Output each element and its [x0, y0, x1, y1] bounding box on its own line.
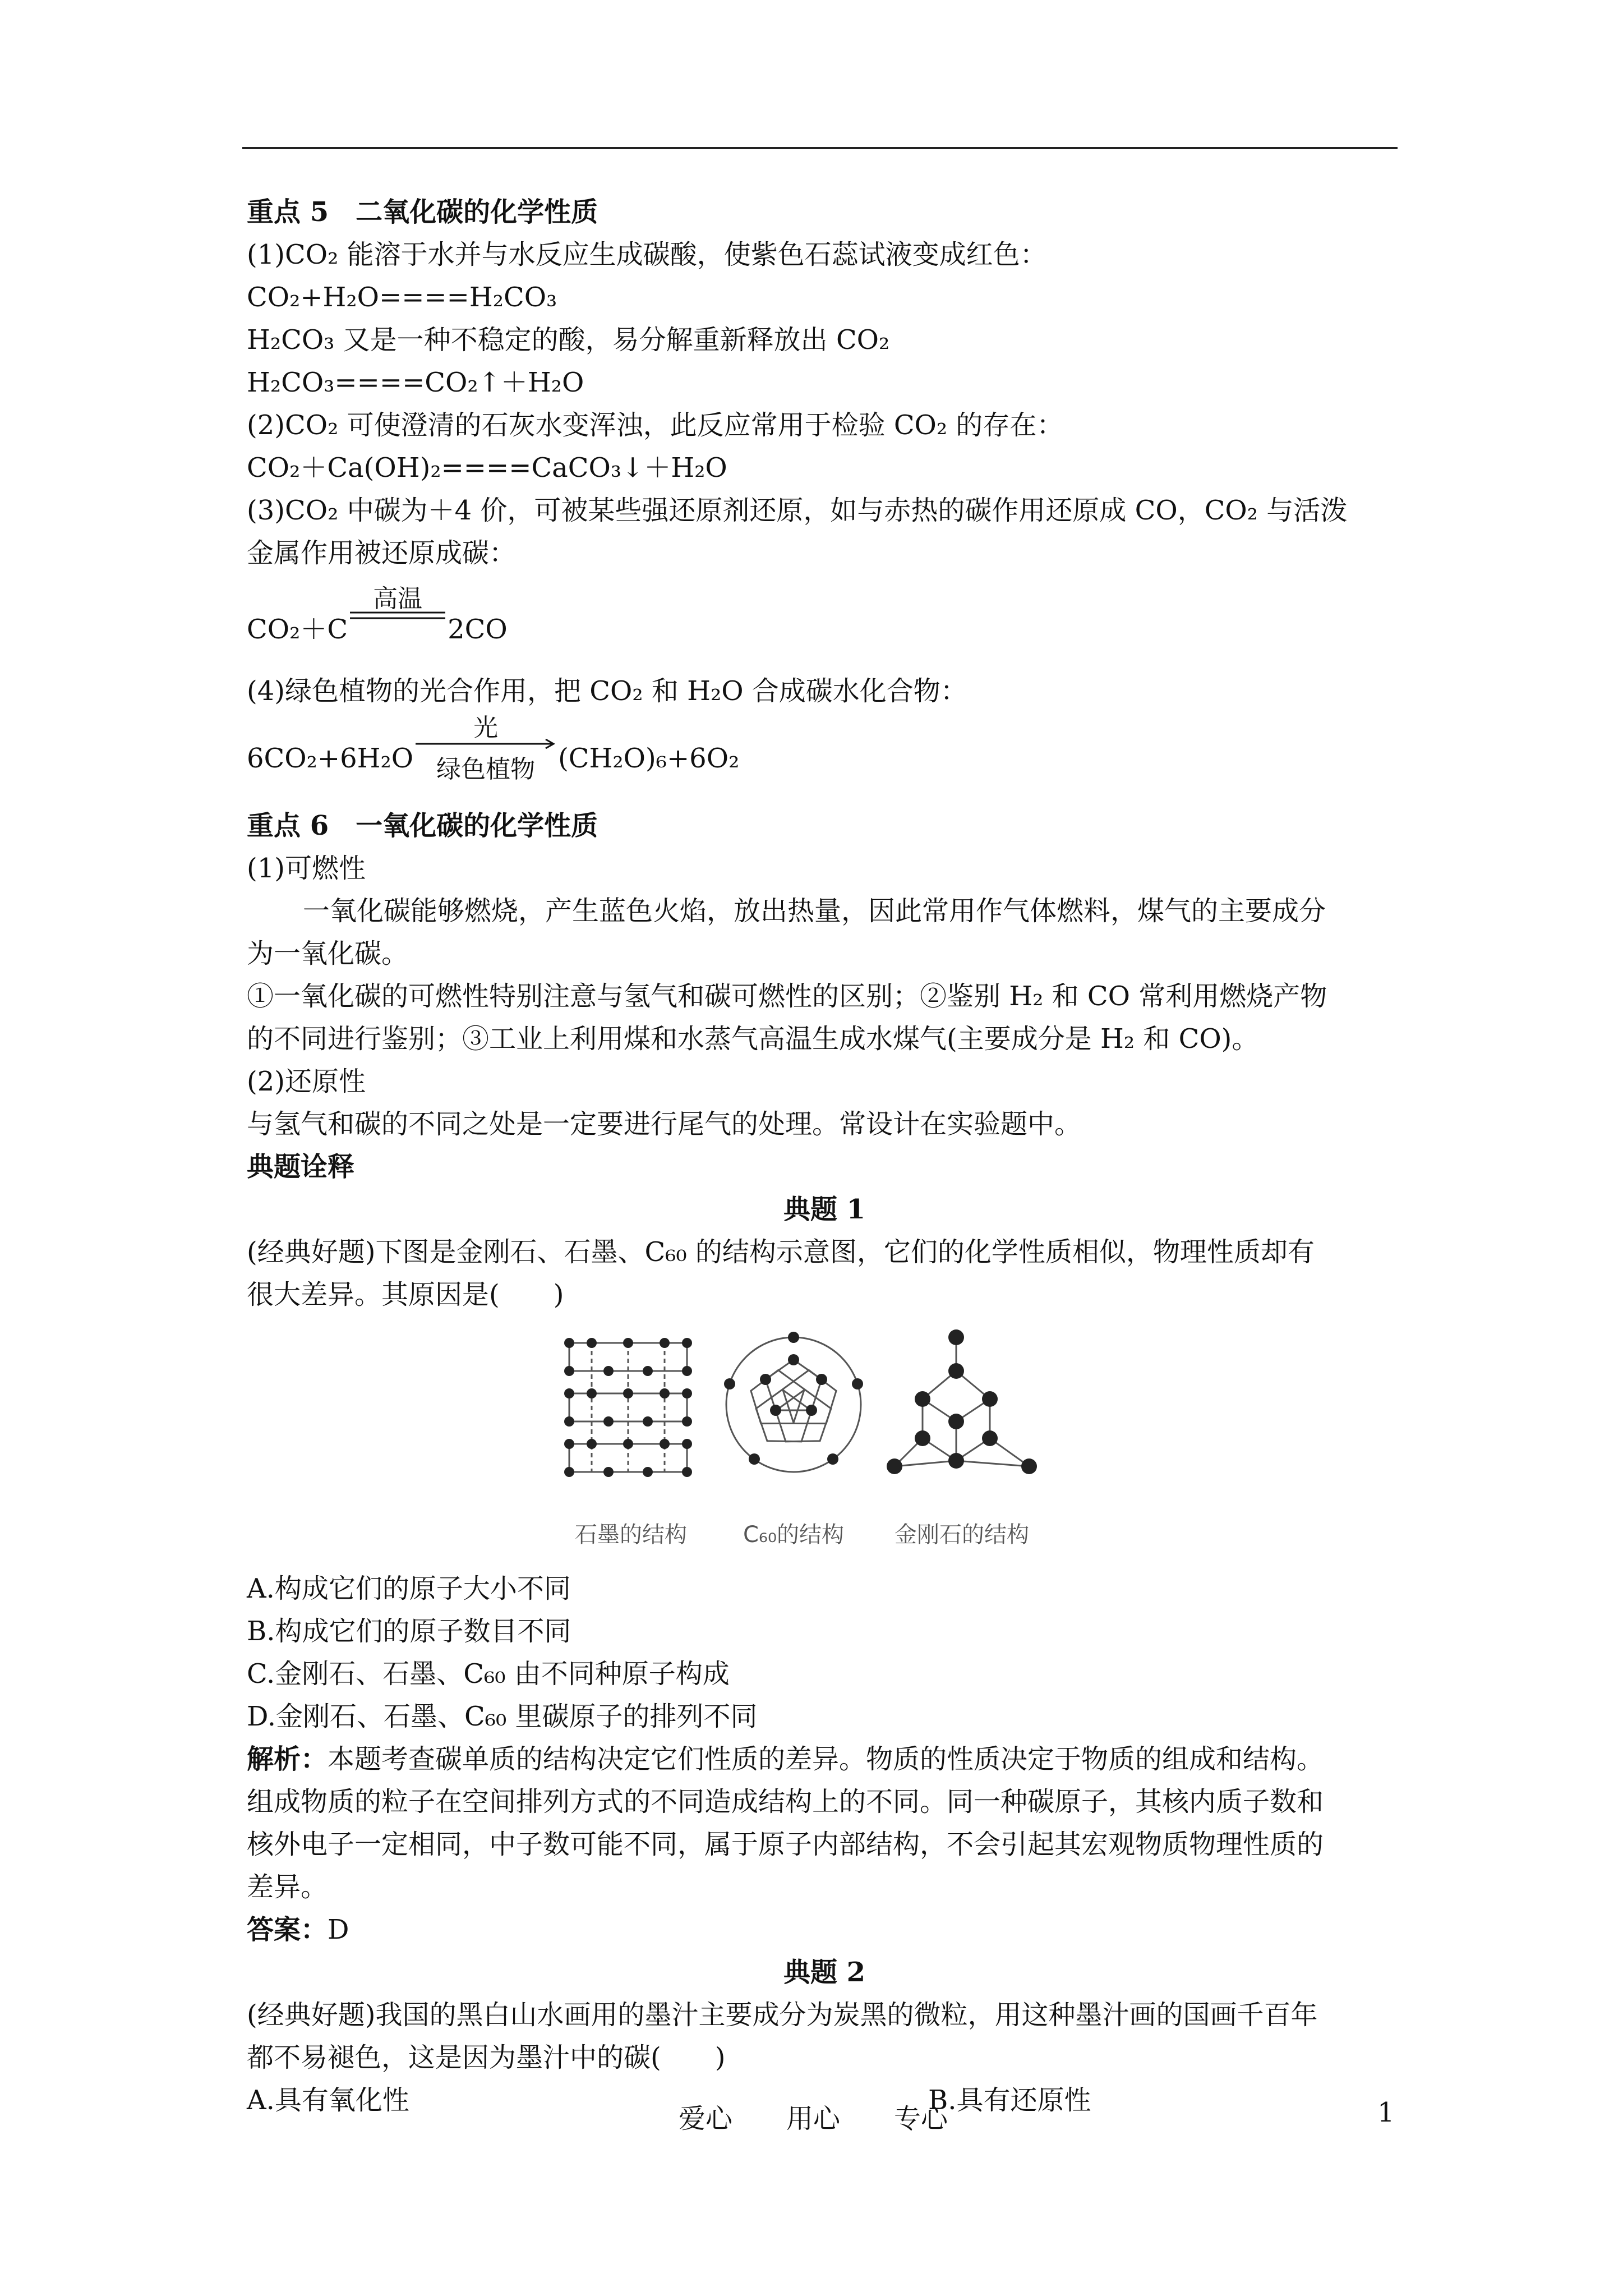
- eq4-double-line: [350, 585, 445, 638]
- header-rule: [242, 147, 1398, 149]
- paragraph: 一氧化碳能够燃烧，产生蓝色火焰，放出热量，因此常用作气体燃料，煤气的主要成分: [303, 895, 1326, 927]
- paragraph: 为一氧化碳。: [247, 938, 409, 969]
- question-text: (经典好题)下图是金刚石、石墨、C₆₀ 的结构示意图，它们的化学性质相似，物理性质却有: [247, 1236, 1315, 1268]
- paragraph: (1)CO₂ 能溶于水并与水反应生成碳酸，使紫色石蕊试液变成红色：: [247, 239, 1047, 270]
- footer-motto: 爱心 用心 专心: [679, 2103, 948, 2134]
- eq4-condition: 高温: [373, 585, 423, 613]
- equation-2: H₂CO₃====CO₂↑＋H₂O: [247, 367, 584, 398]
- paragraph: 与氢气和碳的不同之处是一定要进行尾气的处理。常设计在实验题中。: [247, 1108, 1082, 1140]
- paragraph: (3)CO₂ 中碳为＋4 价，可被某些强还原剂还原，如与赤热的碳作用还原成 CO，CO₂ 与活泼: [247, 495, 1348, 526]
- question-text: 都不易褪色，这是因为墨汁中的碳( ): [247, 2042, 726, 2073]
- equation-4: [247, 585, 1402, 670]
- eq5-right: (CH₂O)₆+6O₂: [558, 743, 740, 774]
- paragraph: ①一氧化碳的可燃性特别注意与氢气和碳可燃性的区别；②鉴别 H₂ 和 CO 常利用燃烧产物: [247, 981, 1327, 1012]
- option-b: B.具有还原性: [928, 2085, 1091, 2116]
- example-2-title: 典题 2: [783, 1957, 866, 1988]
- analysis: [247, 1738, 1402, 1780]
- analysis-label: 解析：: [247, 1743, 328, 1775]
- equation-1: CO₂+H₂O====H₂CO₃: [247, 282, 557, 313]
- section-6-heading: 重点 6 一氧化碳的化学性质: [247, 810, 598, 841]
- question-text: 很大差异。其原因是( ): [247, 1279, 564, 1310]
- eq5-arrow: [416, 714, 556, 784]
- answer: [247, 1908, 1402, 1951]
- analysis-text: 核外电子一定相同，中子数可能不同，属于原子内部结构，不会引起其宏观物质物理性质的: [247, 1829, 1324, 1860]
- examples-heading: 典题诠释: [247, 1151, 355, 1182]
- subheading: (2)还原性: [247, 1066, 366, 1097]
- eq4-left: CO₂＋C: [247, 614, 348, 645]
- example-1-title: 典题 1: [783, 1194, 866, 1225]
- carbon-structures-figure: [247, 1326, 1402, 1562]
- page-number: 1: [1377, 2097, 1395, 2128]
- eq5-condition-top: 光: [473, 714, 499, 742]
- carbon-structures-illustration: [558, 1326, 1085, 1556]
- figure-label-diamond: 金刚石的结构: [895, 1522, 1029, 1548]
- option-c: C.金刚石、石墨、C₆₀ 由不同种原子构成: [247, 1658, 730, 1690]
- paragraph: 金属作用被还原成碳：: [247, 537, 517, 569]
- option-a: A.具有氧化性: [247, 2085, 409, 2116]
- eq4-right: 2CO: [448, 614, 508, 645]
- analysis-text: 差异。: [247, 1871, 328, 1903]
- paragraph: (2)CO₂ 可使澄清的石灰水变浑浊，此反应常用于检验 CO₂ 的存在：: [247, 409, 1064, 441]
- figure-label-graphite: 石墨的结构: [575, 1522, 687, 1548]
- paragraph: H₂CO₃ 又是一种不稳定的酸，易分解重新释放出 CO₂: [247, 324, 890, 356]
- option-a: A.构成它们的原子大小不同: [247, 1573, 571, 1604]
- page-content: [247, 191, 1402, 2122]
- equation-3: CO₂＋Ca(OH)₂====CaCO₃↓＋H₂O: [247, 452, 727, 484]
- option-d: D.金刚石、石墨、C₆₀ 里碳原子的排列不同: [247, 1701, 758, 1732]
- question-text: (经典好题)我国的黑白山水画用的墨汁主要成分为炭黑的微粒，用这种墨汁画的国画千百年: [247, 1999, 1318, 2031]
- paragraph: (4)绿色植物的光合作用，把 CO₂ 和 H₂O 合成碳水化合物：: [247, 675, 967, 707]
- option-b: B.构成它们的原子数目不同: [247, 1616, 571, 1647]
- paragraph: 的不同进行鉴别；③工业上利用煤和水蒸气高温生成水煤气(主要成分是 H₂ 和 CO)。: [247, 1023, 1259, 1055]
- analysis-text: 组成物质的粒子在空间排列方式的不同造成结构上的不同。同一种碳原子，其核内质子数和: [247, 1786, 1324, 1818]
- section-5-heading: 重点 5 二氧化碳的化学性质: [247, 196, 598, 228]
- subheading: (1)可燃性: [247, 853, 366, 884]
- answer-value: D: [328, 1914, 349, 1945]
- analysis-text: 本题考查碳单质的结构决定它们性质的差异。物质的性质决定于物质的组成和结构。: [328, 1743, 1324, 1775]
- answer-label: 答案：: [247, 1914, 328, 1945]
- equation-5: [247, 712, 1402, 804]
- figure-label-c60: C₆₀的结构: [743, 1522, 844, 1548]
- eq5-condition-bottom: 绿色植物: [436, 755, 536, 784]
- eq5-left: 6CO₂+6H₂O: [247, 743, 414, 774]
